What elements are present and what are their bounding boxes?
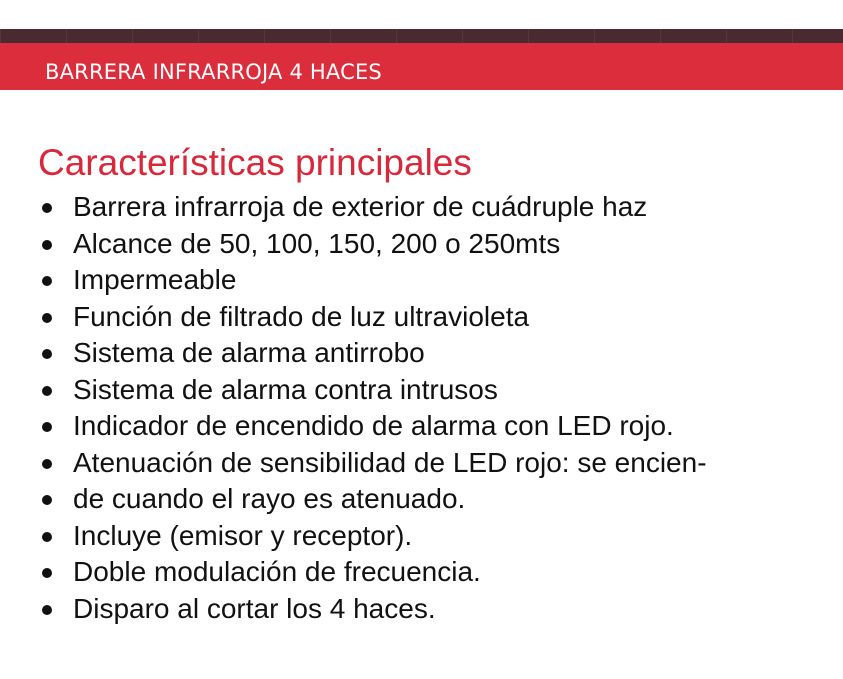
list-item-text: Atenuación de sensibilidad de LED rojo: se encien- bbox=[73, 446, 707, 478]
header-banner bbox=[0, 29, 843, 90]
list-item-text: Impermeable bbox=[73, 264, 237, 295]
list-item-text: Doble modulación de frecuencia. bbox=[73, 556, 481, 587]
list-item-text: Sistema de alarma antirrobo bbox=[73, 337, 425, 368]
section-title: Características principales bbox=[38, 142, 472, 183]
bullet-icon bbox=[42, 240, 52, 250]
list-item-text: Función de filtrado de luz ultravioleta bbox=[73, 300, 530, 332]
bullet-icon bbox=[42, 349, 52, 359]
list-item-text: Disparo al cortar los 4 haces. bbox=[73, 592, 436, 624]
banner-top-strip bbox=[0, 29, 843, 43]
bullet-icon bbox=[42, 203, 52, 213]
bullet-icon bbox=[42, 532, 52, 542]
list-item-text: de cuando el rayo es atenuado. bbox=[73, 483, 466, 514]
bullet-icon bbox=[42, 313, 52, 323]
bullet-icon bbox=[42, 495, 52, 505]
list-item-text: Barrera infrarroja de exterior de cuádruple haz bbox=[73, 191, 648, 222]
banner-red-bar bbox=[0, 43, 843, 90]
list-item-text: Sistema de alarma contra intrusos bbox=[73, 373, 498, 405]
bullet-icon bbox=[42, 459, 52, 469]
list-item-text: Incluye (emisor y receptor). bbox=[73, 519, 413, 551]
bullet-icon bbox=[42, 568, 52, 578]
bullet-icon bbox=[42, 276, 52, 286]
list-item-text: Alcance de 50, 100, 150, 200 o 250mts bbox=[73, 227, 561, 259]
bullet-icon bbox=[42, 605, 52, 615]
list-item-text: Indicador de encendido de alarma con LED rojo. bbox=[73, 410, 674, 441]
banner-title: BARRERA INFRARROJA 4 HACES bbox=[45, 60, 382, 84]
bullet-icon bbox=[42, 386, 52, 396]
bullet-icon bbox=[42, 422, 52, 432]
